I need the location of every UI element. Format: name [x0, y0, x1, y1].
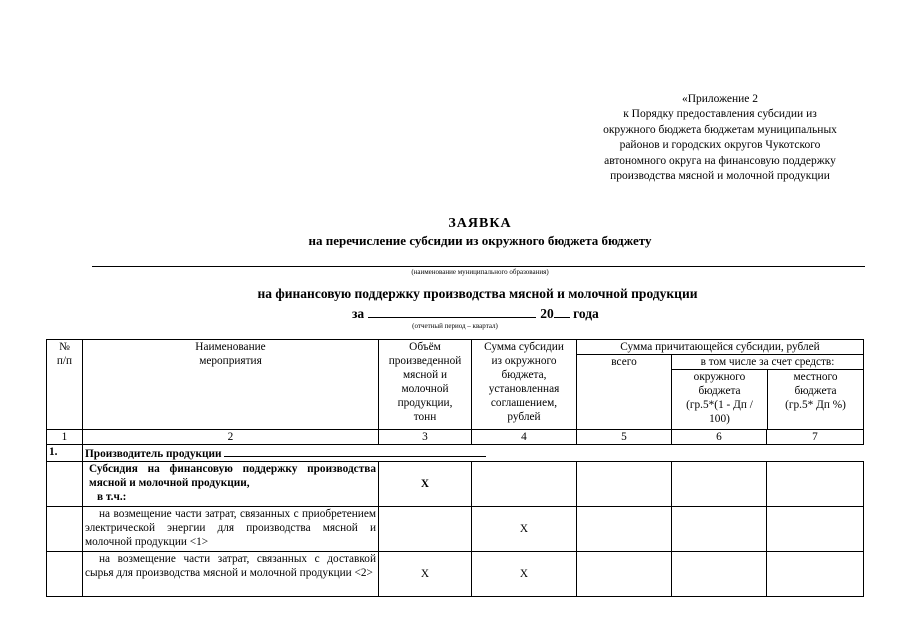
purpose-heading: на финансовую поддержку производства мясной и молочной продукции	[257, 286, 698, 301]
period-year-prefix: 20	[540, 306, 554, 321]
appendix-line: окружного бюджета бюджетам муниципальных	[603, 123, 837, 136]
period-blank[interactable]	[368, 305, 536, 318]
delivery-label: на возмещение части затрат, связанных с доставкой сырья для производства мясной и молочной продукции <2>	[83, 552, 379, 597]
header-num: № п/п	[47, 340, 83, 430]
column-number-row: 1 2 3 4 5 6 7	[47, 430, 864, 445]
subsidy-table	[46, 339, 864, 597]
header-sum-agreement: Сумма субсидии из окружного бюджета, установленная соглашением, рублей	[472, 340, 577, 430]
header-incl-group: в том числе за счет средств: окружного бюджета (гр.5*(1 - Дп / 100) местного бюджета (гр.5* Дп %)	[672, 355, 864, 430]
table-row	[47, 552, 864, 597]
header-due-group: Сумма причитающейся субсидии, рублей	[577, 340, 864, 355]
period-prefix: за	[352, 306, 365, 321]
table-row	[47, 462, 864, 507]
producer-label: Производитель продукции	[85, 448, 222, 460]
table-row: 1. Производитель продукции	[47, 445, 864, 462]
appendix-line: автономного округа на финансовую поддержку	[604, 154, 836, 167]
header-volume: Объём произведенной мясной и молочной продукции, тонн	[379, 340, 472, 430]
year-blank[interactable]	[554, 305, 570, 318]
period-suffix: года	[573, 306, 599, 321]
delivery-volume-mark: X	[379, 552, 472, 597]
header-local: местного бюджета (гр.5* Дп %)	[785, 371, 846, 411]
header-name: Наименование мероприятия	[83, 340, 379, 430]
period-line	[352, 305, 599, 322]
period-caption: (отчетный период – квартал)	[412, 322, 498, 330]
electricity-sum-mark: X	[472, 507, 577, 552]
appendix-line: производства мясной и молочной продукции	[610, 170, 830, 183]
header-district: окружного бюджета (гр.5*(1 - Дп / 100)	[672, 370, 768, 429]
appendix-line: районов и городских округов Чукотского	[619, 139, 821, 152]
appendix-line: «Приложение 2	[681, 93, 759, 105]
document-subtitle: на перечисление субсидии из окружного бюджета бюджету	[308, 233, 652, 248]
header-total: всего	[577, 355, 672, 430]
producer-fill-line[interactable]	[224, 445, 486, 457]
electricity-label: на возмещение части затрат, связанных с приобретением электрической энергии для производства мясной и молочной продукции <1>	[83, 507, 379, 552]
document-title: ЗАЯВКА	[448, 216, 512, 231]
municipality-fill-line[interactable]	[92, 266, 865, 267]
appendix-block	[570, 92, 870, 184]
subsidy-label: Субсидия на финансовую поддержку производства мясной и молочной продукции, в т.ч.:	[83, 462, 379, 507]
subsidy-volume-mark: X	[379, 462, 472, 507]
appendix-line: к Порядку предоставления субсидии из	[623, 108, 817, 121]
delivery-sum-mark: X	[472, 552, 577, 597]
table-row	[47, 507, 864, 552]
municipality-caption: (наименование муниципального образования)	[411, 268, 549, 276]
